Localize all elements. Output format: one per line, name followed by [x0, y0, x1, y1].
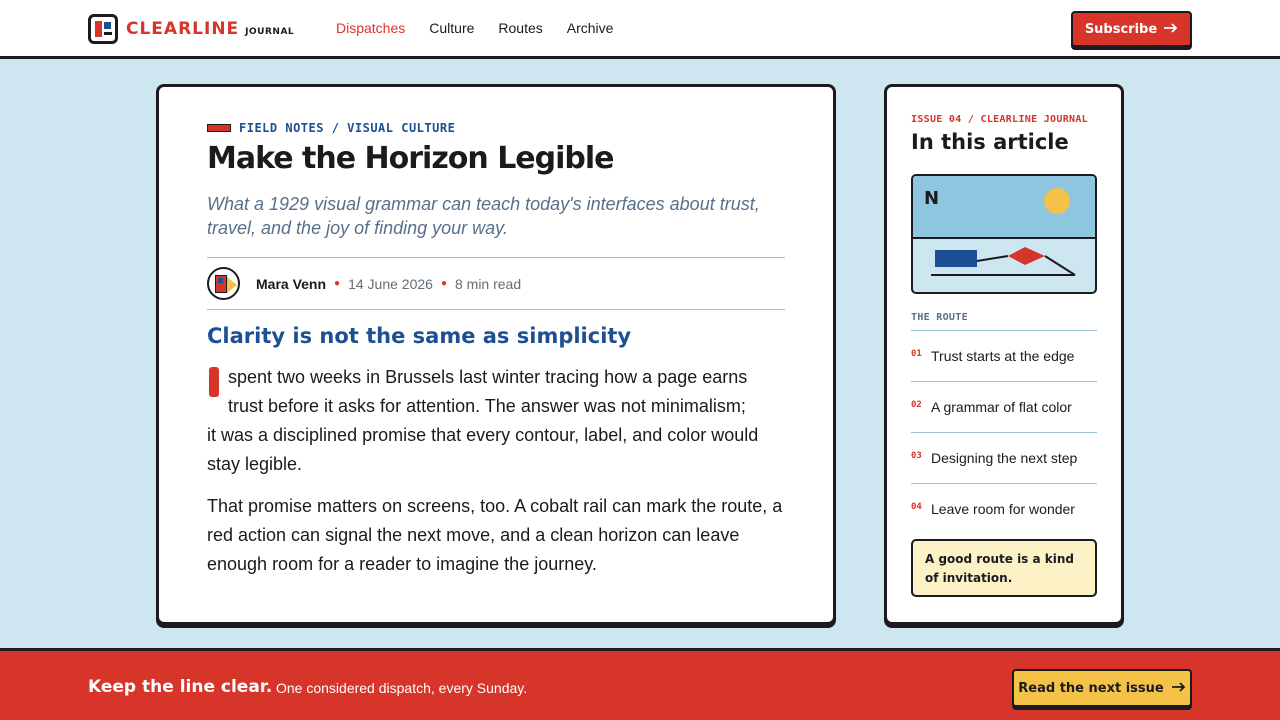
- article-kicker: [207, 121, 455, 135]
- brand-suffix: JOURNAL: [245, 26, 295, 37]
- read-next-label: Read the next issue: [1018, 680, 1164, 696]
- meta-separator: ●: [440, 278, 447, 289]
- toc-label: Leave room for wonder: [931, 501, 1075, 517]
- main-nav: [336, 20, 613, 36]
- arrow-right-icon: [1164, 22, 1178, 37]
- toc-number: 01: [911, 349, 922, 359]
- publish-date: 14 June 2026: [348, 275, 433, 292]
- nav-item-dispatches[interactable]: Dispatches: [336, 20, 406, 36]
- footer-subline: One considered dispatch, every Sunday.: [276, 680, 528, 696]
- brand-logo[interactable]: [88, 14, 294, 44]
- section-heading: Clarity is not the same as simplicity: [207, 324, 632, 348]
- meta-separator: ●: [334, 278, 341, 289]
- sun-icon: [1044, 188, 1070, 214]
- toc-label: Designing the next step: [931, 450, 1078, 466]
- top-navbar: [0, 0, 1280, 59]
- issue-label: ISSUE 04 / CLEARLINE JOURNAL: [911, 114, 1088, 125]
- body-paragraph-1: [207, 363, 787, 479]
- author-name[interactable]: Mara Venn: [256, 275, 327, 292]
- subscribe-label: Subscribe: [1084, 21, 1158, 37]
- toc-number: 03: [911, 451, 922, 461]
- article-sidebar: [884, 84, 1124, 625]
- route-map-icon: [913, 239, 1097, 294]
- paragraph-line: it was a disciplined promise that every contour, label, and color would: [207, 425, 759, 445]
- brand-name: CLEARLINE: [126, 19, 240, 39]
- table-of-contents: [911, 330, 1097, 534]
- toc-label: A grammar of flat color: [931, 399, 1072, 415]
- article-dek: What a 1929 visual grammar can teach today's interfaces about trust, travel, and the joy of finding your way.: [207, 194, 760, 238]
- kicker-bar: [207, 124, 231, 132]
- toc-item[interactable]: [911, 432, 1097, 483]
- paragraph-line: spent two weeks in Brussels last winter tracing how a page earns: [228, 367, 748, 387]
- toc-number: 04: [911, 502, 922, 512]
- toc-number: 02: [911, 400, 922, 410]
- route-illustration: [911, 174, 1097, 294]
- read-time: 8 min read: [454, 275, 522, 292]
- toc-item[interactable]: [911, 483, 1097, 534]
- logo-icon: [88, 14, 118, 44]
- sidebar-title: In this article: [911, 130, 1069, 154]
- article-card: [156, 84, 836, 625]
- toc-label: Trust starts at the edge: [931, 348, 1075, 364]
- route-label: THE ROUTE: [911, 312, 968, 323]
- nav-item-culture[interactable]: Culture: [429, 20, 475, 36]
- north-label: N: [924, 188, 940, 209]
- body-paragraph-2: That promise matters on screens, too. A cobalt rail can mark the route, a red action can signal the next move, and a clean horizon can leave enough room for a reader to imagine the journey.: [207, 496, 783, 574]
- paragraph-line: stay legible.: [207, 454, 303, 474]
- pull-quote: A good route is a kind of invitation.: [911, 539, 1097, 597]
- toc-item[interactable]: [911, 330, 1097, 381]
- article-title: Make the Horizon Legible: [207, 141, 614, 176]
- toc-item[interactable]: [911, 381, 1097, 432]
- arrow-right-icon: [1172, 681, 1186, 696]
- article-meta: [207, 257, 785, 310]
- nav-item-archive[interactable]: Archive: [566, 20, 614, 36]
- paragraph-line: trust before it asks for attention. The answer was not minimalism;: [228, 396, 746, 416]
- read-next-issue-button[interactable]: [1012, 669, 1192, 707]
- newsletter-band: [0, 648, 1280, 720]
- subscribe-button[interactable]: [1071, 11, 1192, 47]
- author-avatar[interactable]: [207, 267, 240, 300]
- footer-headline: Keep the line clear.: [88, 677, 273, 697]
- nav-item-routes[interactable]: Routes: [498, 20, 543, 36]
- kicker-text[interactable]: FIELD NOTES / VISUAL CULTURE: [239, 121, 456, 135]
